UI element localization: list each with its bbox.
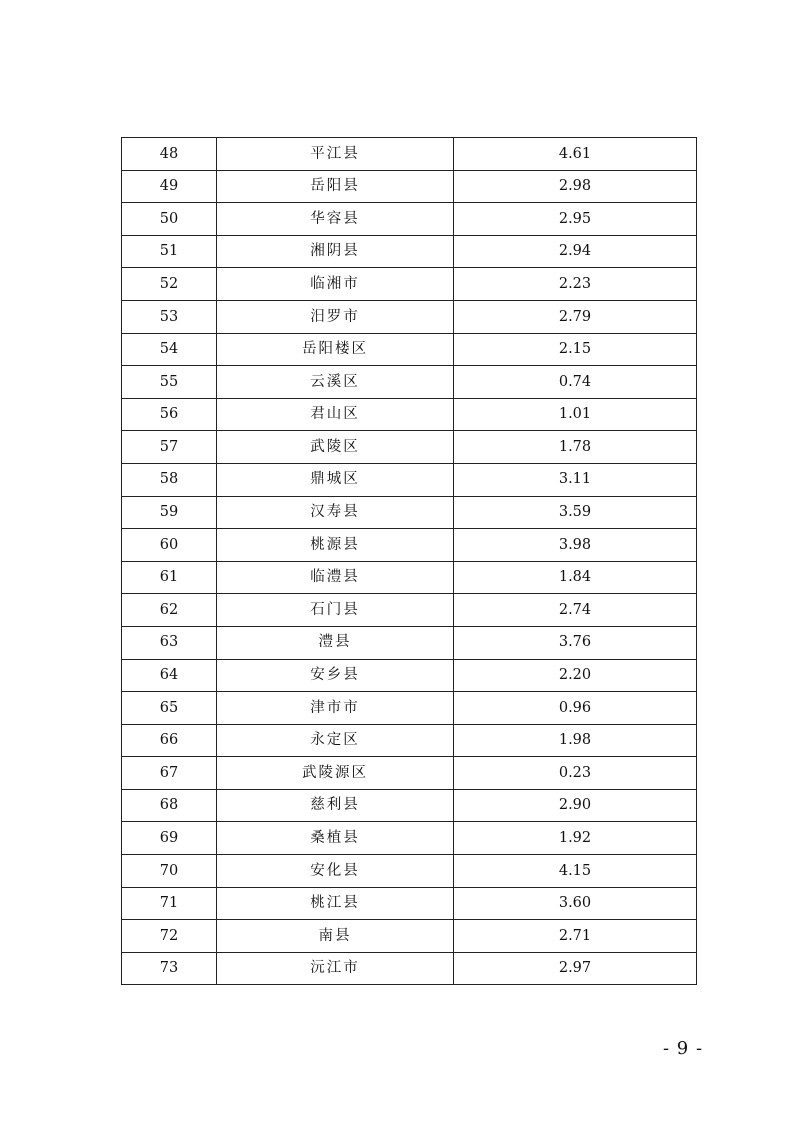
table-row [122, 138, 697, 171]
row-index-cell: 67 [122, 757, 217, 790]
value-cell: 1.92 [454, 822, 697, 855]
region-name-cell: 临湘市 [217, 268, 454, 301]
value-cell: 2.90 [454, 789, 697, 822]
value-cell: 3.59 [454, 496, 697, 529]
value-cell: 3.98 [454, 529, 697, 562]
table-row [122, 268, 697, 301]
value-cell: 2.23 [454, 268, 697, 301]
value-cell: 1.01 [454, 398, 697, 431]
row-index-cell: 60 [122, 529, 217, 562]
value-cell: 3.60 [454, 887, 697, 920]
region-name-cell: 云溪区 [217, 366, 454, 399]
region-name-cell: 华容县 [217, 203, 454, 236]
row-index-cell: 61 [122, 561, 217, 594]
table-row [122, 789, 697, 822]
table-row [122, 496, 697, 529]
table-row [122, 300, 697, 333]
region-name-cell: 岳阳县 [217, 170, 454, 203]
value-cell: 2.71 [454, 920, 697, 953]
row-index-cell: 72 [122, 920, 217, 953]
row-index-cell: 53 [122, 300, 217, 333]
data-table [121, 137, 697, 985]
value-cell: 0.96 [454, 692, 697, 725]
value-cell: 3.11 [454, 463, 697, 496]
value-cell: 0.23 [454, 757, 697, 790]
region-name-cell: 湘阴县 [217, 235, 454, 268]
table-row [122, 561, 697, 594]
value-cell: 1.84 [454, 561, 697, 594]
table-row [122, 822, 697, 855]
row-index-cell: 68 [122, 789, 217, 822]
table-row [122, 398, 697, 431]
page-number: - 9 - [662, 1038, 704, 1059]
table-row [122, 170, 697, 203]
table-row [122, 724, 697, 757]
value-cell: 1.78 [454, 431, 697, 464]
row-index-cell: 63 [122, 626, 217, 659]
row-index-cell: 52 [122, 268, 217, 301]
row-index-cell: 57 [122, 431, 217, 464]
row-index-cell: 48 [122, 138, 217, 171]
row-index-cell: 58 [122, 463, 217, 496]
table-row [122, 594, 697, 627]
region-name-cell: 汨罗市 [217, 300, 454, 333]
row-index-cell: 50 [122, 203, 217, 236]
table-row [122, 529, 697, 562]
row-index-cell: 59 [122, 496, 217, 529]
region-name-cell: 君山区 [217, 398, 454, 431]
row-index-cell: 51 [122, 235, 217, 268]
row-index-cell: 66 [122, 724, 217, 757]
value-cell: 2.20 [454, 659, 697, 692]
row-index-cell: 71 [122, 887, 217, 920]
row-index-cell: 64 [122, 659, 217, 692]
row-index-cell: 49 [122, 170, 217, 203]
value-cell: 4.15 [454, 855, 697, 888]
region-name-cell: 武陵源区 [217, 757, 454, 790]
value-cell: 3.76 [454, 626, 697, 659]
value-cell: 2.74 [454, 594, 697, 627]
table-row [122, 952, 697, 985]
value-cell: 4.61 [454, 138, 697, 171]
row-index-cell: 55 [122, 366, 217, 399]
region-name-cell: 安化县 [217, 855, 454, 888]
region-name-cell: 沅江市 [217, 952, 454, 985]
region-name-cell: 澧县 [217, 626, 454, 659]
table-body [122, 138, 697, 985]
region-name-cell: 桃江县 [217, 887, 454, 920]
table-row [122, 333, 697, 366]
region-name-cell: 永定区 [217, 724, 454, 757]
value-cell: 2.95 [454, 203, 697, 236]
row-index-cell: 73 [122, 952, 217, 985]
value-cell: 0.74 [454, 366, 697, 399]
region-name-cell: 岳阳楼区 [217, 333, 454, 366]
region-name-cell: 平江县 [217, 138, 454, 171]
region-name-cell: 南县 [217, 920, 454, 953]
table-row [122, 757, 697, 790]
table-row [122, 659, 697, 692]
region-name-cell: 临澧县 [217, 561, 454, 594]
table-row [122, 855, 697, 888]
table-row [122, 887, 697, 920]
row-index-cell: 65 [122, 692, 217, 725]
value-cell: 2.98 [454, 170, 697, 203]
table-row [122, 431, 697, 464]
value-cell: 1.98 [454, 724, 697, 757]
value-cell: 2.94 [454, 235, 697, 268]
table-row [122, 463, 697, 496]
table-row [122, 692, 697, 725]
region-name-cell: 桑植县 [217, 822, 454, 855]
table-row [122, 235, 697, 268]
value-cell: 2.97 [454, 952, 697, 985]
region-name-cell: 鼎城区 [217, 463, 454, 496]
table-row [122, 920, 697, 953]
row-index-cell: 54 [122, 333, 217, 366]
region-name-cell: 桃源县 [217, 529, 454, 562]
region-name-cell: 武陵区 [217, 431, 454, 464]
region-name-cell: 汉寿县 [217, 496, 454, 529]
region-name-cell: 慈利县 [217, 789, 454, 822]
row-index-cell: 69 [122, 822, 217, 855]
region-name-cell: 津市市 [217, 692, 454, 725]
table-row [122, 366, 697, 399]
row-index-cell: 62 [122, 594, 217, 627]
table-row [122, 626, 697, 659]
row-index-cell: 70 [122, 855, 217, 888]
row-index-cell: 56 [122, 398, 217, 431]
table-row [122, 203, 697, 236]
value-cell: 2.15 [454, 333, 697, 366]
value-cell: 2.79 [454, 300, 697, 333]
region-name-cell: 安乡县 [217, 659, 454, 692]
region-name-cell: 石门县 [217, 594, 454, 627]
